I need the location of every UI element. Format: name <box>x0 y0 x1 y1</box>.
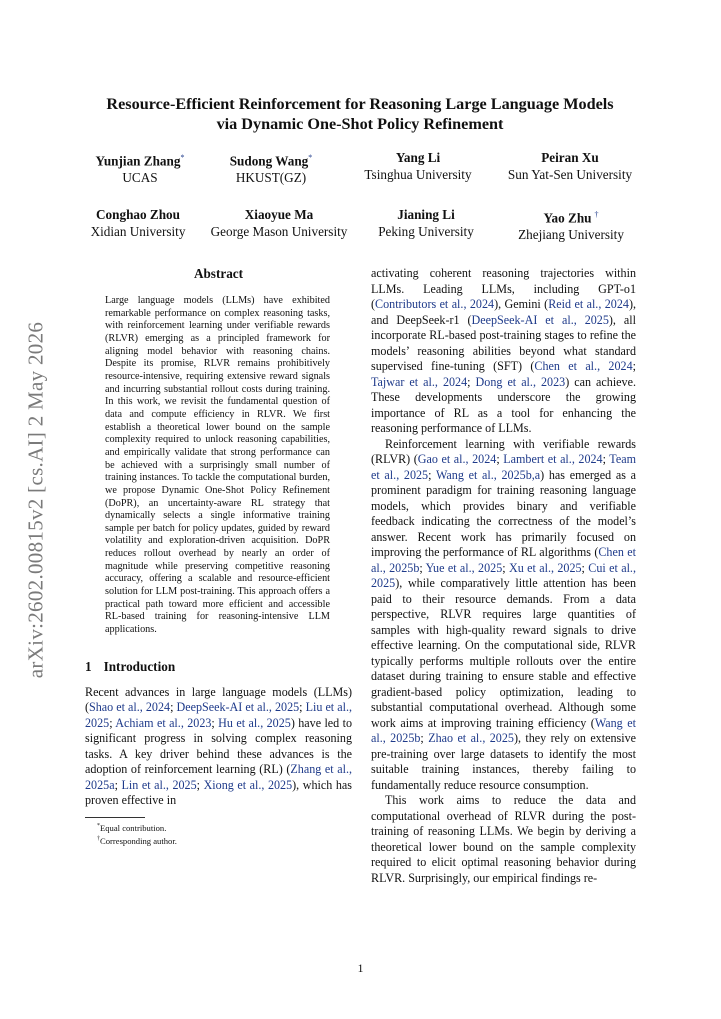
citation-link[interactable]: Dong et al., 2023 <box>475 374 566 389</box>
author-name: Jianing Li <box>397 207 455 222</box>
text-run: ; <box>299 700 306 715</box>
footnote-mark: † <box>97 835 100 842</box>
text-run: Reinforcement learning with verifiable rewards (RLVR) ( <box>371 436 636 466</box>
rlvr-paragraph <box>371 437 636 794</box>
citation-link[interactable]: Zhao et al., 2025 <box>428 731 514 745</box>
author-affiliation: Tsinghua University <box>364 167 472 182</box>
abstract-heading: Abstract <box>193 266 244 281</box>
author-name: Yunjian Zhang <box>95 153 181 169</box>
author-affiliation: Peking University <box>378 224 474 239</box>
citation-link[interactable]: Lambert et al., 2024 <box>503 452 603 466</box>
author-block <box>342 149 494 186</box>
text-run: ) have led to significant progress in solving complex reasoning tasks. A key driver behind these advances is the adoption of reinforcement learning (RL) ( <box>85 715 353 777</box>
author-affiliation: Zhejiang University <box>518 227 624 243</box>
right-column <box>371 266 636 886</box>
footnote-mark: * <box>97 822 100 829</box>
author-name: Conghao Zhou <box>96 207 180 222</box>
text-run: ; <box>170 700 177 715</box>
text-run: ; <box>419 560 426 575</box>
text-run: ) can achieve. These developments underscore the growing importance of RL as a tool for enhancing the reasoning performance of LLMs. <box>371 374 636 435</box>
author-affiliation: HKUST(GZ) <box>235 170 307 186</box>
equal-contribution-mark: * <box>308 153 313 162</box>
text-run: ; <box>428 467 436 482</box>
footnote-text: Corresponding author. <box>100 835 177 846</box>
paper-title <box>80 94 640 134</box>
citation-link[interactable]: Xu et al., 2025 <box>508 560 582 575</box>
text-run: ), Gemini ( <box>494 297 549 311</box>
left-column <box>85 266 352 846</box>
text-run: ; <box>211 715 219 730</box>
text-run: ; <box>502 560 509 575</box>
author-name: Yang Li <box>395 150 441 165</box>
intro-paragraph-continued <box>371 266 636 437</box>
author-affiliation: George Mason University <box>210 224 348 239</box>
author-row-1 <box>80 149 646 186</box>
section-heading-introduction <box>85 659 352 675</box>
citation-link[interactable]: Contributors et al., 2024 <box>375 297 495 311</box>
text-run: ; <box>109 715 116 730</box>
citation-link[interactable]: Shao et al., 2024 <box>89 700 171 715</box>
footnote-equal-contribution <box>85 821 352 834</box>
aims-paragraph: This work aims to reduce the data and computational overhead of RLVR during the post-training of reasoning LLMs. We begin by deriving a theoretical lower bound on the sample complexity required to elicit optimal reasoning behavior during RLVR. Surprisingly, our empirical findings re- <box>371 793 636 885</box>
citation-link[interactable]: Yue et al., 2025 <box>425 560 503 575</box>
author-block <box>202 206 356 243</box>
citation-link[interactable]: Chen et al., 2025b <box>371 545 636 575</box>
section-title: Introduction <box>103 658 176 674</box>
text-run: ; <box>496 452 504 466</box>
title-line-2: via Dynamic One-Shot Policy Refinement <box>216 115 504 133</box>
citation-link[interactable]: Tajwar et al., 2024 <box>371 374 468 389</box>
text-run: activating coherent reasoning trajectories within LLMs. Leading LLMs, including GPT-o1 ( <box>371 266 636 311</box>
section-number: 1 <box>85 658 92 674</box>
author-block <box>74 206 202 243</box>
text-run: Recent advances in large language models (LLMs) ( <box>85 684 352 715</box>
abstract-text: Large language models (LLMs) have exhibited remarkable performance on complex reasoning tasks, with reinforcement learning under verifiable rewards (RLVR) emerging as a principled framework for aligning model behavior with reasoning chains. Despite its promise, RLVR remains prohibitively resource-intensive, requiring extensive reward signals and incurring substantial rollout costs during training. In this work, we revisit the fundamental question of data and compute efficiency in RLVR. We first establish a theoretical lower bound on the sample complexity required to unlock reasoning capabilities, and empirically validate that strong performance can be achieved with a surprisingly small number of training instances. To tackle the computational burden, we propose Dynamic One-Shot Policy Refinement (DoPR), an uncertainty-aware RL strategy that dynamically selects a single informative training sample per batch for policy updates, guided by reward volatility and exploration-driven acquisition. DoPR reduces rollout overhead by nearly an order of magnitude while preserving competitive reasoning accuracy, offering a scalable and resource-efficient solution for LLM post-training. This approach offers a practical path toward more efficient and accessible RL-based training for reasoning-intensive LLM applications. <box>105 295 330 636</box>
text-run: ), and DeepSeek-r1 ( <box>371 297 637 327</box>
citation-link[interactable]: Gao et al., 2024 <box>417 452 497 466</box>
citation-link[interactable]: DeepSeek-AI et al., 2025 <box>471 312 609 327</box>
footnote-divider <box>85 817 145 818</box>
text-run: ; <box>114 777 122 792</box>
text-run: ; <box>467 374 476 389</box>
author-block <box>494 149 646 186</box>
text-run: ; <box>581 560 589 575</box>
text-run: ; <box>632 359 636 373</box>
author-name: Xiaoyue Ma <box>244 207 314 222</box>
citation-link[interactable]: Achiam et al., 2023 <box>115 715 212 730</box>
corresponding-author-mark: † <box>594 210 599 219</box>
citation-link[interactable]: Hu et al., 2025 <box>218 715 291 730</box>
author-name: Peiran Xu <box>541 150 599 165</box>
author-block <box>496 206 646 243</box>
text-run: ), all incorporate RL-based post-training stages to refine the models’ reasoning abilities beyond what standard supervised fine-tuning (SFT) ( <box>371 312 636 373</box>
citation-link[interactable]: Wang et al., 2025b <box>371 715 636 745</box>
page-number: 1 <box>357 961 364 975</box>
author-block <box>80 149 200 186</box>
citation-link[interactable]: Team et al., 2025 <box>371 452 636 482</box>
text-run: ; <box>420 731 429 745</box>
author-row-2 <box>80 206 646 243</box>
arxiv-identifier: arXiv:2602.00815v2 [cs.AI] 2 May 2026 <box>23 321 48 679</box>
citation-link[interactable]: Wang et al., 2025b,a <box>435 467 541 482</box>
author-block <box>200 149 342 186</box>
citation-link[interactable]: Zhang et al., 2025a <box>85 762 352 792</box>
author-name: Sudong Wang <box>229 153 309 169</box>
intro-paragraph <box>85 685 352 809</box>
footnote-corresponding-author <box>85 834 352 847</box>
footnote-text: Equal contribution. <box>100 822 167 833</box>
citation-link[interactable]: Xiong et al., 2025 <box>203 777 293 792</box>
author-affiliation: Xidian University <box>90 224 186 239</box>
text-run: ; <box>602 452 610 466</box>
citation-link[interactable]: Liu et al., 2025 <box>85 700 352 730</box>
text-run: ), which has proven effective in <box>85 777 352 808</box>
citation-link[interactable]: DeepSeek-AI et al., 2025 <box>176 700 300 715</box>
author-block <box>356 206 496 243</box>
equal-contribution-mark: * <box>180 153 185 162</box>
citation-link[interactable]: Chen et al., 2024 <box>534 359 633 373</box>
arxiv-side-stamp <box>18 300 54 700</box>
author-affiliation: UCAS <box>122 170 158 186</box>
author-affiliation: Sun Yat-Sen University <box>507 167 633 182</box>
author-name: Yao Zhu <box>543 210 592 226</box>
title-line-1: Resource-Efficient Reinforcement for Reasoning Large Language Models <box>106 95 614 113</box>
text-run: ; <box>196 777 204 792</box>
citation-link[interactable]: Reid et al., 2024 <box>548 297 629 311</box>
citation-link[interactable]: Lin et al., 2025 <box>121 777 197 792</box>
citation-link[interactable]: Cui et al., 2025 <box>371 560 636 590</box>
text-run: ), they rely on extensive pre-training over large datasets to identify the most suitable training instances, thereby failing to fundamentally reduce resource consumption. <box>371 731 636 792</box>
text-run: ), while comparatively little attention has been paid to their resource demands. From a data perspective, RLVR requires large quantities of samples with high-quality reward signals to drive effective learning. On the computational side, RLVR typically performs multiple rollouts over the entire dataset during training to ensure stable and effective gradient-based policy optimization, leading to substantial computational overhead. Although some work aims at improving training efficiency ( <box>371 576 636 730</box>
text-run: ) has emerged as a prominent paradigm for training reasoning language models, which provides binary and verifiable feedback indicating the correctness of the model’s answer. Recent work has primarily focused on improving the performance of RL algorithms ( <box>371 467 636 559</box>
